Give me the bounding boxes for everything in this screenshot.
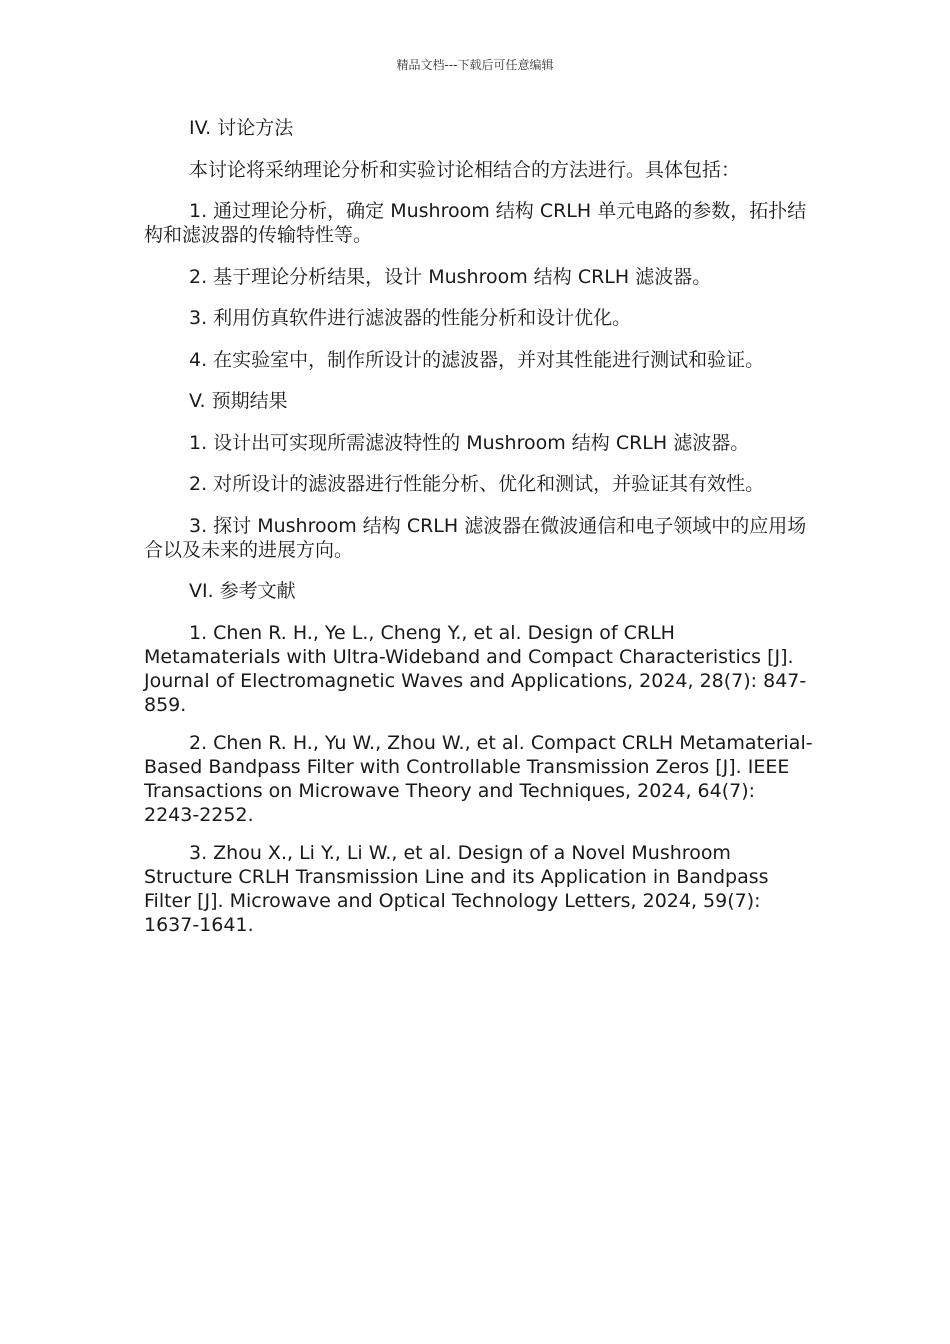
- results-item: 1. 设计出可实现所需滤波特性的 Mushroom 结构 CRLH 滤波器。: [189, 431, 750, 454]
- methods-item: 1. 通过理论分析，确定 Mushroom 结构 CRLH 单元电路的参数，拓扑结构和滤波器的传输特性等。: [144, 200, 807, 246]
- results-heading: V. 预期结果: [189, 390, 288, 412]
- reference-entry: 2. Chen R. H., Yu W., Zhou W., et al. Compact CRLH Metamaterial-Based Bandpass Filter with Controllable Transmission Zeros [J]. IEEE Transactions on Microwave Theory and Techniques, 2024, 64(7): 2243-2252.: [144, 731, 813, 826]
- page-header-watermark: 精品文档---下载后可任意编辑: [396, 58, 554, 72]
- methods-item: 4. 在实验室中，制作所设计的滤波器，并对其性能进行测试和验证。: [189, 348, 765, 371]
- document-body: [144, 116, 816, 951]
- methods-item: 3. 利用仿真软件进行滤波器的性能分析和设计优化。: [189, 307, 632, 329]
- results-item: 3. 探讨 Mushroom 结构 CRLH 滤波器在微波通信和电子领域中的应用场合以及未来的进展方向。: [144, 514, 807, 561]
- results-item: 2. 对所设计的滤波器进行性能分析、优化和测试，并验证其有效性。: [189, 473, 765, 495]
- reference-entry: 3. Zhou X., Li Y., Li W., et al. Design of a Novel Mushroom Structure CRLH Transmission Line and its Application in Bandpass Filter [J]. Microwave and Optical Technology Letters, 2024, 59(7): 1637-1641.: [144, 841, 769, 936]
- reference-entry: 1. Chen R. H., Ye L., Cheng Y., et al. Design of CRLH Metamaterials with Ultra-Wideband and Compact Characteristics [J]. Journal of Electromagnetic Waves and Applications, 2024, 28(7): 847-859.: [144, 621, 807, 716]
- references-heading: VI. 参考文献: [189, 580, 296, 602]
- methods-heading: IV. 讨论方法: [189, 117, 294, 139]
- methods-intro: 本讨论将采纳理论分析和实验讨论相结合的方法进行。具体包括：: [189, 158, 741, 181]
- methods-item: 2. 基于理论分析结果，设计 Mushroom 结构 CRLH 滤波器。: [189, 265, 712, 288]
